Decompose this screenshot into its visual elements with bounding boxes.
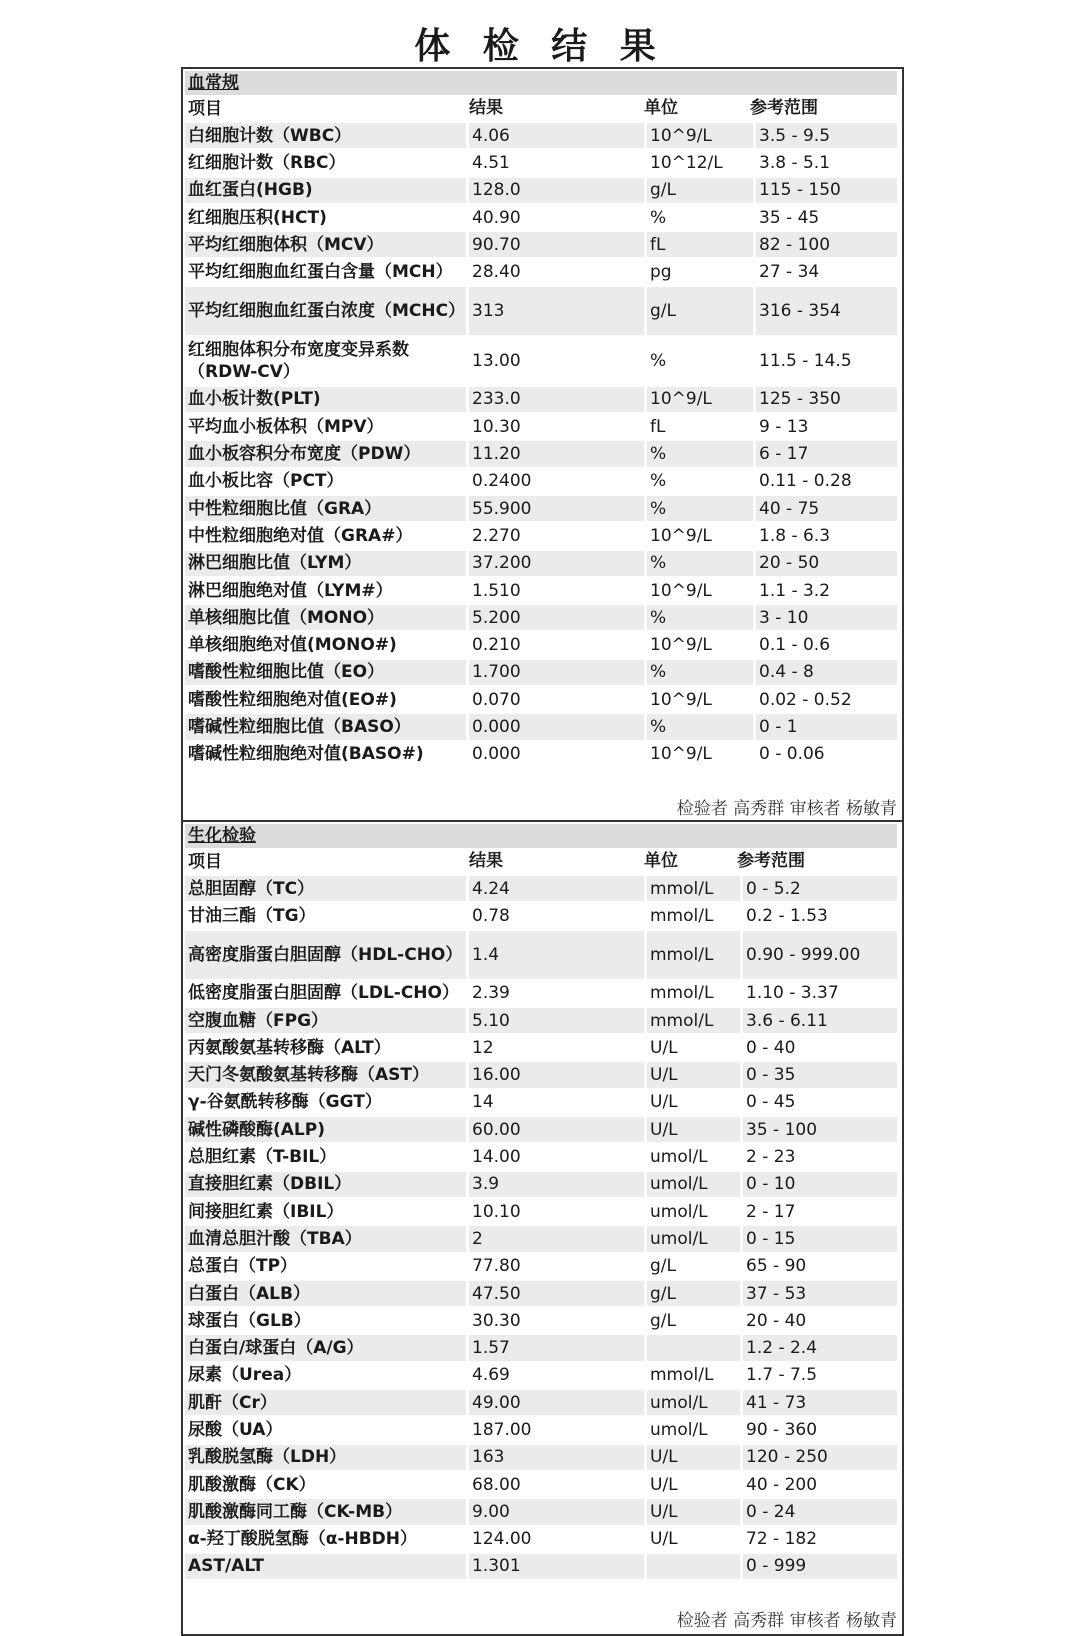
cell-range: 0 - 45 [746,1092,796,1113]
cell-range: 3 - 10 [756,605,897,630]
cell-unit: umol/L [647,1390,740,1415]
cell-range: 0 - 5.2 [743,876,897,901]
table-row [185,468,897,495]
cell-unit: 10^9/L [647,123,753,148]
cell-item: 丙氨酸氨基转移酶（ALT） [188,1037,391,1058]
table-row [185,1116,897,1143]
header-result: 结果 [469,98,503,118]
cell-unit: % [650,350,667,371]
cell-item: 总蛋白（TP） [188,1256,298,1277]
cell-range: 1.10 - 3.37 [746,983,839,1004]
cell-range: 35 - 45 [759,207,820,228]
section-blood-routine [181,67,904,822]
cell-range: 3.8 - 5.1 [759,152,831,173]
cell-range: 3.5 - 9.5 [756,123,897,148]
cell-result: 0.070 [472,689,521,710]
cell-item: 空腹血糖（FPG） [185,1008,466,1033]
cell-range: 0 - 40 [746,1037,796,1058]
table-row [185,413,897,440]
cell-result: 1.4 [469,931,644,979]
cell-result: 11.20 [469,441,644,466]
cell-result: 13.00 [472,350,521,371]
cell-item: 血小板比容（PCT） [188,471,344,492]
cell-range: 120 - 250 [743,1445,897,1470]
cell-item: 血小板容积分布宽度（PDW） [185,441,466,466]
cell-unit: U/L [650,1037,678,1058]
cell-range: 0 - 35 [743,1062,897,1087]
cell-result: 16.00 [469,1062,644,1087]
cell-result: 124.00 [472,1529,532,1550]
cell-result: 0.000 [469,714,644,739]
cell-result: 60.00 [469,1117,644,1142]
table-row [185,1389,897,1416]
cell-unit: mmol/L [647,1008,740,1033]
cell-result: 5.10 [469,1008,644,1033]
cell-result: 9.00 [469,1499,644,1524]
table-row [185,336,897,386]
cell-item: γ-谷氨酰转移酶（GGT） [188,1092,382,1113]
cell-item: 高密度脂蛋白胆固醇（HDL-CHO） [185,931,466,979]
cell-unit: 10^9/L [650,744,712,765]
cell-result: 14.00 [472,1147,521,1168]
cell-range: 0.1 - 0.6 [759,635,831,656]
table-row [185,1143,897,1170]
table-row [185,980,897,1007]
table-row [185,1553,897,1580]
cell-item: 甘油三酯（TG） [188,905,316,926]
cell-unit: U/L [647,1117,740,1142]
table-row [185,1471,897,1498]
table-row [185,1089,897,1116]
cell-item: α-羟丁酸脱氢酶（α-HBDH） [188,1529,417,1550]
cell-unit: umol/L [650,1201,708,1222]
table-row [185,122,897,149]
cell-unit: % [647,551,753,576]
cell-item: 尿酸（UA） [188,1419,283,1440]
table-row [185,1007,897,1034]
cell-range: 1.8 - 6.3 [759,525,831,546]
cell-item: 血小板计数(PLT) [185,387,466,412]
cell-unit: 10^9/L [650,525,712,546]
cell-result: 37.200 [469,551,644,576]
cell-range: 9 - 13 [759,416,809,437]
cell-range: 20 - 40 [746,1310,807,1331]
cell-result: 0.2400 [472,471,532,492]
cell-unit: g/L [647,1281,740,1306]
cell-item: 间接胆红素（IBIL） [188,1201,344,1222]
cell-result: 128.0 [469,178,644,203]
cell-unit: umol/L [647,1172,740,1197]
table-row [185,177,897,204]
cell-unit: mmol/L [650,983,714,1004]
table-row [185,875,897,902]
header-unit: 单位 [644,851,678,871]
table-row [185,604,897,631]
cell-range: 0 - 15 [743,1226,897,1251]
signer-line: 检验者 高秀群 审核者 杨敏青 [676,799,897,819]
cell-item: 肌酐（Cr） [185,1390,466,1415]
cell-range: 41 - 73 [743,1390,897,1415]
cell-unit: pg [650,262,672,283]
cell-item: 球蛋白（GLB） [188,1310,311,1331]
cell-range: 40 - 75 [756,496,897,521]
cell-unit: % [647,714,753,739]
cell-result: 68.00 [472,1474,521,1495]
cell-item: 肌酸激酶同工酶（CK-MB） [185,1499,466,1524]
cell-unit: g/L [650,1310,676,1331]
cell-item: 嗜碱性粒细胞比值（BASO） [185,714,466,739]
cell-result: 77.80 [472,1256,521,1277]
cell-range: 72 - 182 [746,1529,818,1550]
table-row [185,659,897,686]
cell-result: 49.00 [469,1390,644,1415]
cell-range: 0 - 10 [743,1172,897,1197]
table-row [185,286,897,336]
cell-result: 4.69 [472,1365,510,1386]
table-header [185,95,897,122]
cell-range: 1.2 - 2.4 [743,1335,897,1360]
cell-range: 115 - 150 [756,178,897,203]
table-row [185,550,897,577]
cell-unit: mmol/L [647,931,740,979]
cell-unit: 10^9/L [650,580,712,601]
cell-range: 65 - 90 [746,1256,807,1277]
header-range: 参考范围 [750,98,818,118]
cell-result: 14 [472,1092,494,1113]
cell-range: 40 - 200 [746,1474,818,1495]
table-header [185,848,897,875]
cell-range: 0.02 - 0.52 [759,689,852,710]
cell-range: 0 - 24 [743,1499,897,1524]
table-row [185,495,897,522]
cell-result: 3.9 [469,1172,644,1197]
cell-range: 0.90 - 999.00 [743,931,897,979]
cell-item: 单核细胞比值（MONO） [185,605,466,630]
table-row [185,1416,897,1443]
cell-range: 27 - 34 [759,262,820,283]
cell-unit: 10^9/L [650,635,712,656]
cell-item: 淋巴细胞绝对值（LYM#） [188,580,393,601]
cell-unit: U/L [647,1062,740,1087]
cell-result: 4.51 [472,152,510,173]
table-row [185,741,897,768]
cell-result: 2.270 [472,525,521,546]
cell-unit: g/L [647,178,753,203]
cell-range: 11.5 - 14.5 [759,350,852,371]
table-row [185,1280,897,1307]
cell-unit: umol/L [647,1226,740,1251]
cell-unit: fL [650,416,666,437]
cell-unit: mmol/L [647,876,740,901]
cell-range: 0 - 1 [756,714,897,739]
cell-result: 2.39 [472,983,510,1004]
cell-unit: 10^9/L [650,689,712,710]
cell-result: 30.30 [472,1310,521,1331]
cell-unit: % [647,605,753,630]
cell-unit: U/L [647,1499,740,1524]
cell-unit: % [647,496,753,521]
header-result: 结果 [469,851,503,871]
cell-item: 乳酸脱氢酶（LDH） [185,1445,466,1470]
cell-item: 淋巴细胞比值（LYM） [185,551,466,576]
cell-unit: % [650,207,667,228]
cell-range: 20 - 50 [756,551,897,576]
cell-result: 0.000 [472,744,521,765]
table-row [185,1526,897,1553]
table-row [185,577,897,604]
cell-unit: g/L [650,1256,676,1277]
table-row [185,1171,897,1198]
cell-item: 平均红细胞体积（MCV） [185,232,466,257]
cell-result: 10.10 [472,1201,521,1222]
cell-item: 碱性磷酸酶(ALP) [185,1117,466,1142]
table-row [185,1061,897,1088]
cell-item: 平均红细胞血红蛋白含量（MCH） [188,262,453,283]
cell-item: 总胆固醇（TC） [185,876,466,901]
cell-item: 嗜酸性粒细胞绝对值(EO#) [188,689,397,710]
cell-result: 1.510 [472,580,521,601]
cell-item: 低密度脂蛋白胆固醇（LDL-CHO） [188,983,459,1004]
cell-item: 红细胞计数（RBC） [188,152,346,173]
section-title: 生化检验 [185,824,897,848]
cell-item: 平均血小板体积（MPV） [188,416,384,437]
cell-result: 55.900 [469,496,644,521]
header-item: 项目 [188,98,222,119]
table-row [185,686,897,713]
cell-item: 肌酸激酶（CK） [188,1474,316,1495]
cell-result: 1.301 [469,1554,644,1579]
cell-unit: % [647,660,753,685]
cell-item: 嗜酸性粒细胞比值（EO） [185,660,466,685]
cell-unit [647,1335,740,1360]
cell-range: 2 - 17 [746,1201,796,1222]
cell-unit: g/L [647,287,753,335]
cell-range: 0.11 - 0.28 [759,471,852,492]
table-row [185,1253,897,1280]
cell-item: 白细胞计数（WBC） [185,123,466,148]
cell-range: 90 - 360 [746,1419,818,1440]
cell-result: 0.210 [472,635,521,656]
cell-result: 4.06 [469,123,644,148]
cell-item: 总胆红素（T-BIL） [188,1147,337,1168]
cell-unit: 10^12/L [650,152,723,173]
cell-unit: fL [647,232,753,257]
cell-result: 47.50 [469,1281,644,1306]
table-row [185,902,897,929]
table-row [185,1225,897,1252]
cell-result: 10.30 [472,416,521,437]
cell-unit: % [647,441,753,466]
table-row [185,1198,897,1225]
cell-item: 天门冬氨酸氨基转移酶（AST） [185,1062,466,1087]
table-row [185,930,897,980]
cell-item: AST/ALT [185,1554,466,1579]
cell-unit: U/L [650,1474,678,1495]
cell-unit: 10^9/L [647,387,753,412]
cell-range: 35 - 100 [743,1117,897,1142]
table-row [185,204,897,231]
cell-result: 12 [472,1037,494,1058]
table-row [185,631,897,658]
cell-item: 平均红细胞血红蛋白浓度（MCHC） [185,287,466,335]
cell-result: 90.70 [469,232,644,257]
signer-line: 检验者 高秀群 审核者 杨敏青 [676,1611,897,1631]
header-range: 参考范围 [737,851,805,871]
table-row [185,1034,897,1061]
section-biochemistry [181,822,904,1636]
cell-unit: % [650,471,667,492]
table-row [185,1444,897,1471]
cell-unit: mmol/L [650,1365,714,1386]
cell-result: 313 [469,287,644,335]
cell-result: 28.40 [472,262,521,283]
cell-range: 0 - 0.06 [759,744,825,765]
cell-item: 单核细胞绝对值(MONO#) [188,635,397,656]
cell-item: 中性粒细胞绝对值（GRA#） [188,525,413,546]
page-title: 体 检 结 果 [414,26,666,67]
cell-range: 2 - 23 [746,1147,796,1168]
cell-unit: umol/L [650,1419,708,1440]
table-row [185,522,897,549]
table-row [185,713,897,740]
cell-result: 5.200 [469,605,644,630]
cell-item: 白蛋白/球蛋白（A/G） [185,1335,466,1360]
cell-item: 白蛋白（ALB） [185,1281,466,1306]
cell-result: 4.24 [469,876,644,901]
cell-result: 2 [469,1226,644,1251]
cell-result: 1.57 [469,1335,644,1360]
table-row [185,386,897,413]
cell-item: 中性粒细胞比值（GRA） [185,496,466,521]
cell-range: 1.7 - 7.5 [746,1365,818,1386]
table-row [185,231,897,258]
cell-range: 6 - 17 [756,441,897,466]
cell-item: 血红蛋白(HGB) [185,178,466,203]
cell-result: 0.78 [472,905,510,926]
cell-item: 尿素（Urea） [188,1365,302,1386]
cell-unit: mmol/L [650,905,714,926]
cell-unit: U/L [650,1092,678,1113]
cell-unit: U/L [650,1529,678,1550]
table-row [185,258,897,285]
cell-range: 37 - 53 [743,1281,897,1306]
section-title: 血常规 [185,71,897,95]
table-row [185,1334,897,1361]
header-unit: 单位 [644,98,678,118]
cell-result: 163 [469,1445,644,1470]
cell-range: 82 - 100 [756,232,897,257]
table-row [185,149,897,176]
cell-range: 125 - 350 [756,387,897,412]
cell-result: 233.0 [469,387,644,412]
cell-item: 红细胞压积(HCT) [188,207,327,228]
table-row [185,1498,897,1525]
cell-result: 187.00 [472,1419,532,1440]
cell-range: 0.4 - 8 [756,660,897,685]
cell-unit [647,1554,740,1579]
cell-item: 血清总胆汁酸（TBA） [185,1226,466,1251]
table-row [185,440,897,467]
cell-unit: umol/L [650,1147,708,1168]
cell-result: 40.90 [472,207,521,228]
cell-result: 1.700 [469,660,644,685]
cell-item: 红细胞体积分布宽度变异系数（RDW-CV） [188,339,409,382]
cell-range: 1.1 - 3.2 [759,580,831,601]
cell-range: 0.2 - 1.53 [746,905,828,926]
cell-item: 直接胆红素（DBIL） [185,1172,466,1197]
header-item: 项目 [188,851,222,872]
cell-unit: U/L [647,1445,740,1470]
cell-item: 嗜碱性粒细胞绝对值(BASO#) [188,744,424,765]
table-row [185,1307,897,1334]
table-row [185,1362,897,1389]
cell-range: 0 - 999 [743,1554,897,1579]
cell-range: 3.6 - 6.11 [743,1008,897,1033]
cell-range: 316 - 354 [756,287,897,335]
